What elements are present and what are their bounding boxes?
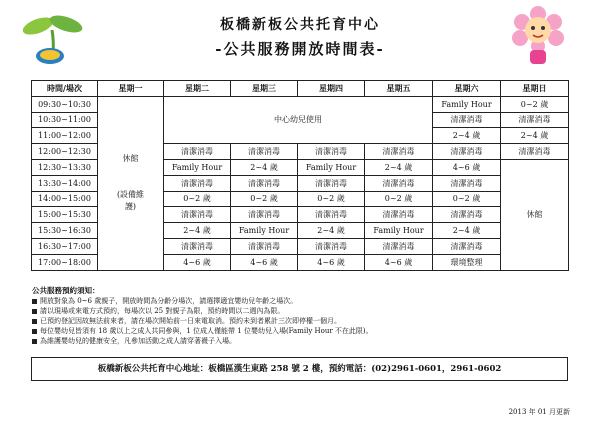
- time-cell: 12:30~13:30: [32, 159, 98, 175]
- address-footer: 板橋新板公共托育中心地址：板橋區漢生東路 258 號 2 樓，預約電話：(02)2961-0601，2961-0602: [31, 357, 568, 381]
- square-bullet-icon: [32, 319, 37, 324]
- slot-cell: 清潔消毒: [365, 238, 433, 254]
- time-cell: 12:00~12:30: [32, 144, 98, 160]
- updated-date: 2013 年 01 月更新: [508, 408, 570, 416]
- col-header: 星期日: [501, 81, 569, 97]
- schedule-subtitle: -公共服務開放時間表-: [215, 40, 385, 58]
- time-cell: 11:00~12:00: [32, 128, 98, 144]
- note-item: [32, 296, 373, 306]
- slot-cell: 清潔消毒: [501, 112, 569, 128]
- time-cell: 13:30~14:00: [32, 175, 98, 191]
- slot-cell: Family Hour: [164, 159, 231, 175]
- slot-cell: 清潔消毒: [365, 144, 433, 160]
- slot-cell: 清潔消毒: [433, 238, 501, 254]
- slot-cell: 4~6 歲: [298, 254, 365, 270]
- slot-cell: 清潔消毒: [231, 207, 298, 223]
- slot-cell: 0~2 歲: [298, 191, 365, 207]
- slot-cell: 2~4 歲: [433, 128, 501, 144]
- slot-cell: Family Hour: [298, 159, 365, 175]
- col-header: 星期四: [298, 81, 365, 97]
- note-item: [32, 326, 373, 336]
- slot-cell: 清潔消毒: [298, 175, 365, 191]
- slot-cell: 0~2 歲: [501, 96, 569, 112]
- col-header: 星期一: [98, 81, 164, 97]
- monday-closed-cell: [98, 96, 164, 270]
- note-text: 每位嬰幼兒皆須有 18 歲以上之成人共同參與，1 位成人僅能帶 1 位嬰幼兒入場(Family Hour 不在此限)。: [40, 327, 373, 335]
- col-header: 星期三: [231, 81, 298, 97]
- slot-cell: 清潔消毒: [231, 238, 298, 254]
- slot-cell: 清潔消毒: [164, 238, 231, 254]
- note-item: [32, 316, 373, 326]
- slot-cell: 清潔消毒: [298, 207, 365, 223]
- slot-cell: 4~6 歲: [365, 254, 433, 270]
- slot-cell: 清潔消毒: [298, 238, 365, 254]
- slot-cell: 2~4 歲: [365, 159, 433, 175]
- square-bullet-icon: [32, 339, 37, 344]
- time-cell: 16:30~17:00: [32, 238, 98, 254]
- slot-cell: 清潔消毒: [501, 144, 569, 160]
- slot-cell: Family Hour: [433, 96, 501, 112]
- slot-cell: 清潔消毒: [231, 175, 298, 191]
- note-text: 已預約登記因故無法前來者，請在場次開始前一日來電取消。預約未到者累計三次即停權一個月。: [40, 317, 341, 325]
- sunday-closed-cell: 休館: [501, 159, 569, 270]
- slot-cell: 清潔消毒: [298, 144, 365, 160]
- note-text: 開放對象為 0~6 歲親子，開放時間為分齡分場次，請選擇適宜嬰幼兒年齡之場次。: [40, 297, 298, 305]
- slot-cell: 環境整理: [433, 254, 501, 270]
- note-item: [32, 336, 373, 346]
- slot-cell: 2~4 歲: [298, 223, 365, 239]
- booking-notes: [32, 286, 373, 346]
- time-cell: 17:00~18:00: [32, 254, 98, 270]
- table-header-row: [32, 81, 569, 97]
- slot-cell: 0~2 歲: [433, 191, 501, 207]
- slot-cell: 清潔消毒: [365, 175, 433, 191]
- square-bullet-icon: [32, 329, 37, 334]
- slot-cell: 4~6 歲: [164, 254, 231, 270]
- time-cell: 09:30~10:30: [32, 96, 98, 112]
- slot-cell: Family Hour: [365, 223, 433, 239]
- note-text: 請以現場或來電方式預約，每場次以 25 對親子為限，預約時間以二週內為限。: [40, 307, 285, 315]
- time-cell: 15:00~15:30: [32, 207, 98, 223]
- slot-cell: 清潔消毒: [231, 144, 298, 160]
- center-children-use-cell: 中心幼兒使用: [164, 96, 433, 143]
- square-bullet-icon: [32, 309, 37, 314]
- slot-cell: 0~2 歲: [365, 191, 433, 207]
- note-text: 為維護嬰幼兒的健康安全，凡參加活動之成人請穿著襪子入場。: [40, 337, 236, 345]
- slot-cell: 清潔消毒: [433, 207, 501, 223]
- slot-cell: 清潔消毒: [433, 175, 501, 191]
- col-header: 星期二: [164, 81, 231, 97]
- slot-cell: 2~4 歲: [433, 223, 501, 239]
- monday-maintenance-label: (設備維護): [116, 190, 145, 212]
- col-header: 星期六: [433, 81, 501, 97]
- monday-closed-label: 休館: [122, 154, 139, 164]
- note-item: [32, 306, 373, 316]
- slot-cell: 2~4 歲: [501, 128, 569, 144]
- notes-heading: 公共服務預約須知：: [32, 286, 100, 295]
- col-header: 時間/場次: [32, 81, 98, 97]
- slot-cell: 2~4 歲: [164, 223, 231, 239]
- slot-cell: 0~2 歲: [164, 191, 231, 207]
- center-title: 板橋新板公共托育中心: [220, 17, 380, 33]
- time-cell: 10:30~11:00: [32, 112, 98, 128]
- table-row: [32, 96, 569, 112]
- slot-cell: 清潔消毒: [433, 112, 501, 128]
- time-cell: 14:00~15:00: [32, 191, 98, 207]
- slot-cell: 4~6 歲: [231, 254, 298, 270]
- slot-cell: 清潔消毒: [164, 144, 231, 160]
- slot-cell: 4~6 歲: [433, 159, 501, 175]
- slot-cell: 清潔消毒: [164, 207, 231, 223]
- time-cell: 15:30~16:30: [32, 223, 98, 239]
- slot-cell: 0~2 歲: [231, 191, 298, 207]
- slot-cell: 清潔消毒: [365, 207, 433, 223]
- schedule-table: [31, 80, 569, 271]
- slot-cell: 清潔消毒: [164, 175, 231, 191]
- slot-cell: 2~4 歲: [231, 159, 298, 175]
- col-header: 星期五: [365, 81, 433, 97]
- slot-cell: Family Hour: [231, 223, 298, 239]
- slot-cell: 清潔消毒: [433, 144, 501, 160]
- square-bullet-icon: [32, 299, 37, 304]
